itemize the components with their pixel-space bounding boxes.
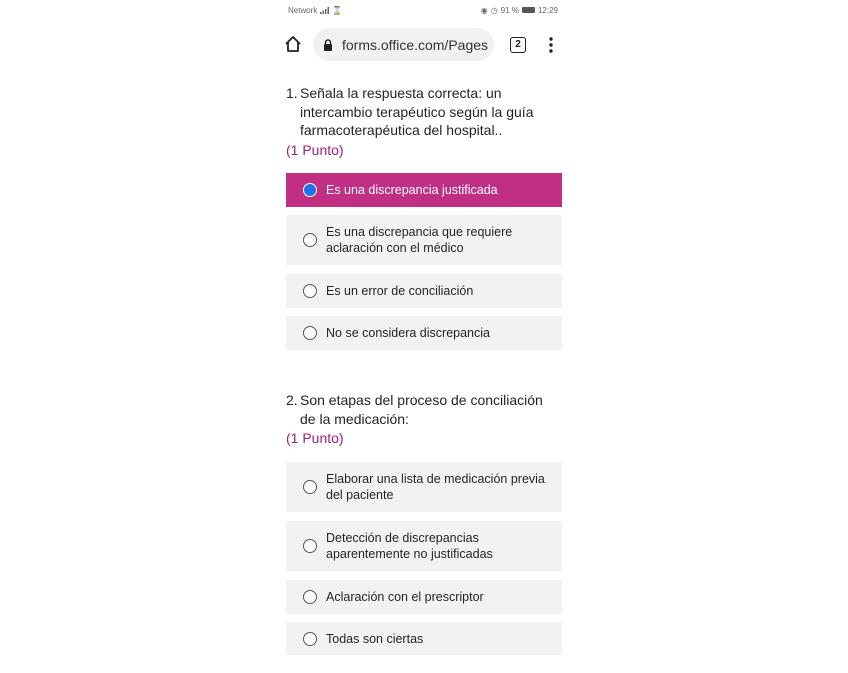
option-radio[interactable] xyxy=(286,580,562,614)
option-label: Todas son ciertas xyxy=(326,631,424,646)
question-number: 2. xyxy=(286,392,298,408)
question-text: Son etapas del proceso de conciliación de la medicación: xyxy=(300,392,543,427)
radio-icon[interactable] xyxy=(303,480,317,494)
question-1 xyxy=(286,84,562,159)
option-radio[interactable] xyxy=(286,462,562,512)
url-text: forms.office.com/Pages xyxy=(342,36,489,53)
radio-icon[interactable] xyxy=(303,539,317,553)
option-label: Elaborar una lista de medicación previa del paciente xyxy=(326,472,545,502)
alarm-icon: ◷ xyxy=(490,5,498,15)
hourglass-icon: ⌛ xyxy=(332,5,343,15)
question-points: (1 Punto) xyxy=(286,141,344,158)
lock-icon xyxy=(323,39,333,51)
address-bar[interactable] xyxy=(313,28,494,61)
option-label: Detección de discrepancias aparentemente no justificadas xyxy=(326,531,493,561)
option-label: No se considera discrepancia xyxy=(326,326,490,340)
browser-toolbar xyxy=(276,28,572,62)
status-right xyxy=(481,6,558,15)
option-label: Aclaración con el prescriptor xyxy=(326,590,484,604)
option-label: Es un error de conciliación xyxy=(326,284,474,298)
option-radio[interactable] xyxy=(286,622,562,655)
radio-icon[interactable] xyxy=(303,284,317,298)
home-icon[interactable] xyxy=(284,35,302,53)
question-title xyxy=(286,84,562,140)
question-2 xyxy=(286,391,562,447)
tab-switcher-button[interactable]: 2 xyxy=(510,37,526,53)
option-radio[interactable] xyxy=(286,215,562,265)
radio-icon[interactable] xyxy=(303,233,317,247)
question-number: 1. xyxy=(286,85,298,101)
option-radio[interactable] xyxy=(286,521,562,571)
signal-icon xyxy=(320,7,329,14)
radio-selected-icon[interactable] xyxy=(303,183,317,197)
option-radio[interactable] xyxy=(286,316,562,350)
status-left xyxy=(288,6,342,15)
question-text: Señala la respuesta correcta: un intercambio terapéutico según la guía farmacoterapéutica del hospital.. xyxy=(300,85,534,138)
option-label: Es una discrepancia justificada xyxy=(326,183,498,197)
radio-icon[interactable] xyxy=(303,590,317,604)
more-vert-icon[interactable] xyxy=(547,36,555,54)
battery-percent: 91 % xyxy=(500,5,519,15)
option-label: Es una discrepancia que requiere aclaración con el médico xyxy=(326,225,513,255)
status-bar xyxy=(288,4,558,16)
option-radio[interactable] xyxy=(286,274,562,308)
question-2-options xyxy=(286,462,562,662)
clock-time: 12:29 xyxy=(537,5,558,15)
question-points: (1 Punto) xyxy=(286,430,344,446)
eye-icon: ◉ xyxy=(480,5,488,15)
option-radio[interactable] xyxy=(286,173,562,207)
question-title xyxy=(286,391,562,428)
battery-icon xyxy=(522,7,535,13)
network-label: Network xyxy=(288,5,318,15)
radio-icon[interactable] xyxy=(303,326,317,340)
radio-icon[interactable] xyxy=(303,632,317,646)
phone-screen xyxy=(276,0,572,655)
